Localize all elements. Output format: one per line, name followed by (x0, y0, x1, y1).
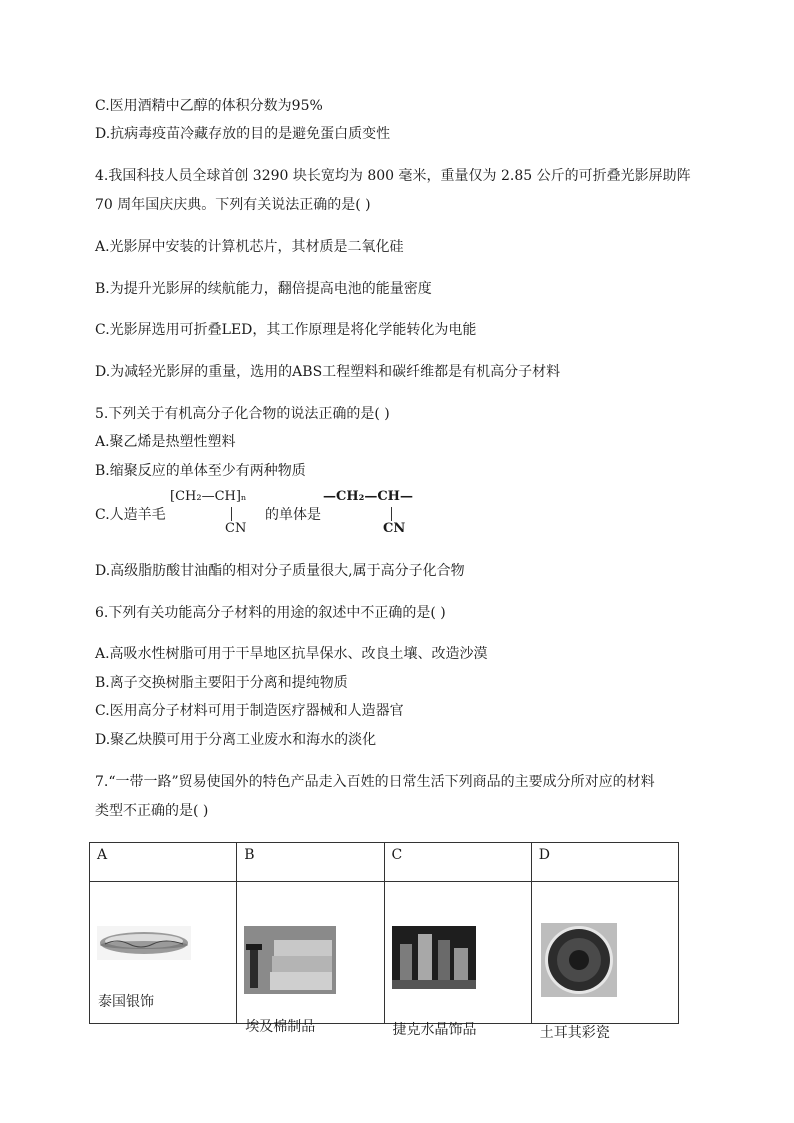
monomer-substituent: CN (383, 521, 406, 536)
q4-option-a: A.光影屏中安装的计算机芯片，其材质是二氧化硅 (95, 239, 404, 255)
q4-option-d: D.为减轻光影屏的重量，选用的ABS工程塑料和碳纤维都是有机高分子材料 (95, 364, 561, 380)
item-d-label: 土耳其彩瓷 (539, 1025, 610, 1041)
q6-option-c: C.医用高分子材料可用于制造医疗器械和人造器官 (95, 703, 404, 719)
q4-option-b: B.为提升光影屏的续航能力，翻倍提高电池的能量密度 (95, 281, 432, 297)
q4-option-c: C.光影屏选用可折叠LED，其工作原理是将化学能转化为电能 (95, 322, 477, 338)
table-header-d: D (531, 843, 678, 882)
table-header-c: C (384, 843, 531, 882)
q7-stem-line2: 类型不正确的是( ) (95, 803, 209, 819)
polymer-substituent: CN (225, 521, 247, 536)
q5-option-c-middle: 的单体是 (265, 507, 321, 523)
q6-stem: 6.下列有关功能高分子材料的用途的叙述中不正确的是( ) (95, 605, 446, 621)
ceramic-plate-image (541, 923, 617, 997)
q4-stem-line2: 70 周年国庆庆典。下列有关说法正确的是( ) (95, 197, 371, 213)
q5-option-c-prefix: C.人造羊毛 (95, 507, 166, 523)
silver-bracelet-image (97, 926, 191, 960)
polymer-bond-line (231, 507, 232, 521)
q5-option-a: A.聚乙烯是热塑性塑料 (95, 434, 236, 450)
item-b-label: 埃及棉制品 (245, 1019, 316, 1035)
q3-option-d: D.抗病毒疫苗冷藏存放的目的是避免蛋白质变性 (95, 126, 391, 142)
q7-stem-line1: 7.“一带一路”贸易使国外的特色产品走入百姓的日常生活下列商品的主要成分所对应的材料 (95, 774, 655, 790)
monomer-formula: —CH₂—CH— (323, 489, 413, 504)
q6-option-d: D.聚乙炔膜可用于分离工业废水和海水的淡化 (95, 732, 377, 748)
q6-option-b: B.离子交换树脂主要阳于分离和提纯物质 (95, 675, 348, 691)
table-cell-a (90, 882, 237, 1024)
monomer-bond-line (391, 507, 392, 521)
polymer-formula: [CH₂—CH]ₙ (170, 489, 247, 504)
q5-option-b: B.缩聚反应的单体至少有两种物质 (95, 463, 306, 479)
table-cell-b (237, 882, 384, 1035)
table-header-a: A (90, 843, 237, 882)
q3-option-c: C.医用酒精中乙醇的体积分数为95% (95, 98, 323, 114)
q4-stem-line1: 4.我国科技人员全球首创 3290 块长宽均为 800 毫米，重量仅为 2.85 公斤的可折叠光影屏助阵 (95, 168, 691, 184)
q5-stem: 5.下列关于有机高分子化合物的说法正确的是( ) (95, 406, 390, 422)
table-cell-c (384, 882, 531, 1038)
q6-option-a: A.高吸水性树脂可用于干旱地区抗旱保水、改良土壤、改造沙漠 (95, 646, 488, 662)
q7-options-table (89, 842, 679, 1041)
table-cell-d (531, 882, 678, 1041)
item-a-label: 泰国银饰 (98, 994, 154, 1010)
q5-option-d: D.高级脂肪酸甘油酯的相对分子质量很大,属于高分子化合物 (95, 563, 465, 579)
cotton-towels-image (244, 926, 336, 994)
table-header-b: B (237, 843, 384, 882)
item-c-label: 捷克水晶饰品 (392, 1022, 477, 1038)
crystal-ware-image (392, 926, 476, 989)
